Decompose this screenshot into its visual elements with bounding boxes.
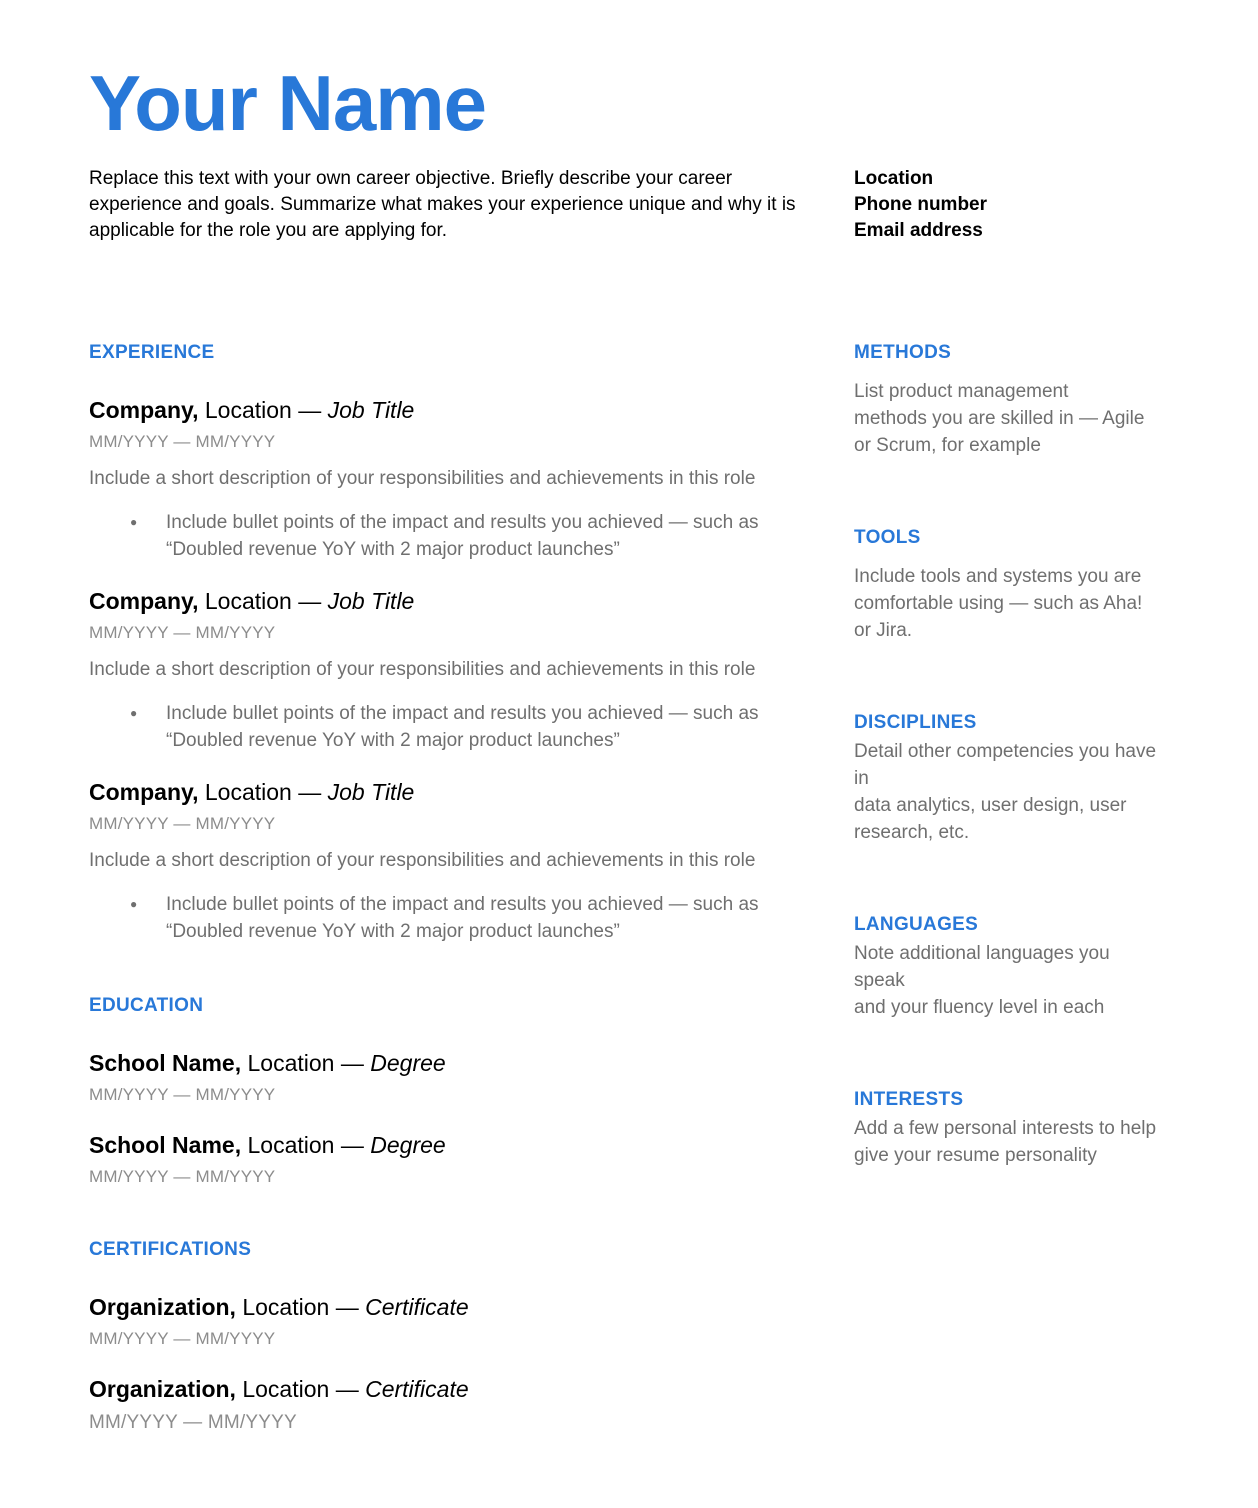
bullet-item: [89, 700, 770, 754]
sidebar-body-line: comfortable using — such as Aha!: [854, 593, 1143, 614]
entry-location: Location —: [241, 1132, 371, 1158]
experience-heading: EXPERIENCE: [89, 342, 215, 363]
sidebar-body-line: methods you are skilled in — Agile: [854, 408, 1145, 429]
certificate-name: Certificate: [365, 1294, 469, 1320]
sidebar-body-line: give your resume personality: [854, 1145, 1097, 1166]
school-name: School Name,: [89, 1132, 242, 1158]
sidebar-body-line: Note additional languages you speak: [854, 943, 1110, 991]
bullet-icon: ●: [130, 515, 138, 529]
organization-name: Organization,: [89, 1376, 236, 1402]
experience-entry: [89, 396, 770, 563]
sidebar-body-line: data analytics, user design, user: [854, 795, 1127, 816]
entry-title: [89, 778, 770, 806]
experience-entry: [89, 778, 770, 945]
methods-heading: METHODS: [854, 342, 952, 363]
methods-body: [854, 378, 1165, 459]
company-name: Company,: [89, 397, 199, 423]
name-heading: Your Name: [89, 59, 486, 147]
entry-title: [89, 1375, 770, 1403]
bullet-item: [89, 891, 770, 945]
entry-title: [89, 587, 770, 615]
degree: Degree: [370, 1132, 446, 1158]
sidebar-body-line: or Scrum, for example: [854, 435, 1041, 456]
education-heading: EDUCATION: [89, 995, 204, 1016]
company-name: Company,: [89, 779, 199, 805]
job-title: Job Title: [327, 779, 415, 805]
disciplines-body: [854, 738, 1165, 846]
entry-location: Location —: [198, 779, 328, 805]
entry-dates: MM/YYYY — MM/YYYY: [89, 1167, 276, 1186]
contact-info: [854, 166, 1165, 244]
sidebar-body-line: research, etc.: [854, 822, 970, 843]
entry-title: [89, 1131, 770, 1159]
objective-line: Replace this text with your own career objective. Briefly describe your career: [89, 168, 733, 189]
sidebar-body-line: List product management: [854, 381, 1069, 402]
bullet-text-line: “Doubled revenue YoY with 2 major product launches”: [166, 730, 620, 751]
interests-body: [854, 1115, 1165, 1169]
entry-location: Location —: [241, 1050, 371, 1076]
sidebar-section-interests: [854, 1089, 1165, 1169]
entry-dates: MM/YYYY — MM/YYYY: [89, 814, 276, 833]
job-title: Job Title: [327, 397, 415, 423]
education-entry: [89, 1131, 770, 1187]
certificate-name: Certificate: [365, 1376, 469, 1402]
sidebar-section-disciplines: [854, 712, 1165, 846]
entry-dates: MM/YYYY — MM/YYYY: [89, 623, 276, 642]
sidebar-body-line: or Jira.: [854, 620, 913, 641]
certifications-heading: CERTIFICATIONS: [89, 1239, 252, 1260]
entry-location: Location —: [235, 1294, 366, 1320]
bullet-text-line: “Doubled revenue YoY with 2 major product launches”: [166, 921, 620, 942]
entry-description: Include a short description of your responsibilities and achievements in this role: [89, 659, 756, 680]
job-title: Job Title: [327, 588, 415, 614]
main-row: [89, 342, 1165, 1434]
sidebar-column: [854, 342, 1165, 1169]
education-section: [89, 995, 770, 1187]
interests-heading: INTERESTS: [854, 1089, 964, 1110]
organization-name: Organization,: [89, 1294, 236, 1320]
degree: Degree: [370, 1050, 446, 1076]
certifications-section: [89, 1239, 770, 1434]
bullet-text-line: Include bullet points of the impact and results you achieved — such as: [166, 703, 759, 724]
bullet-icon: ●: [130, 897, 138, 911]
sidebar-body-line: and your fluency level in each: [854, 997, 1105, 1018]
bullet-text: [166, 509, 759, 563]
entry-title: [89, 1049, 770, 1077]
entry-location: Location —: [235, 1376, 366, 1402]
sidebar-section-methods: [854, 342, 1165, 459]
certification-entry: [89, 1293, 770, 1349]
certification-entry: [89, 1375, 770, 1434]
bullet-text-line: Include bullet points of the impact and results you achieved — such as: [166, 894, 759, 915]
company-name: Company,: [89, 588, 199, 614]
bullet-text: [166, 891, 759, 945]
entry-location: Location —: [198, 397, 328, 423]
main-column: [89, 342, 770, 1434]
bullet-text-line: Include bullet points of the impact and results you achieved — such as: [166, 512, 759, 533]
experience-section: [89, 342, 770, 945]
objective-line: experience and goals. Summarize what makes your experience unique and why it is: [89, 194, 796, 215]
bullet-icon: ●: [130, 706, 138, 720]
entry-description: Include a short description of your responsibilities and achievements in this role: [89, 468, 756, 489]
bullet-text: [166, 700, 759, 754]
bullet-text-line: “Doubled revenue YoY with 2 major product launches”: [166, 539, 620, 560]
entry-dates: MM/YYYY — MM/YYYY: [89, 1412, 297, 1433]
languages-heading: LANGUAGES: [854, 914, 979, 935]
entry-dates: MM/YYYY — MM/YYYY: [89, 1329, 276, 1348]
sidebar-body-line: Add a few personal interests to help: [854, 1118, 1157, 1139]
school-name: School Name,: [89, 1050, 242, 1076]
entry-title: [89, 1293, 770, 1321]
sidebar-section-tools: [854, 527, 1165, 644]
sidebar-body-line: Include tools and systems you are: [854, 566, 1142, 587]
career-objective: [89, 166, 803, 244]
tools-body: [854, 563, 1165, 644]
sidebar-body-line: Detail other competencies you have in: [854, 741, 1157, 789]
disciplines-heading: DISCIPLINES: [854, 712, 977, 733]
contact-phone: Phone number: [854, 194, 988, 215]
tools-heading: TOOLS: [854, 527, 921, 548]
languages-body: [854, 940, 1165, 1021]
objective-line: applicable for the role you are applying for.: [89, 220, 448, 241]
sidebar-section-languages: [854, 914, 1165, 1021]
bullet-item: [89, 509, 770, 563]
entry-location: Location —: [198, 588, 328, 614]
contact-email: Email address: [854, 220, 983, 241]
contact-location: Location: [854, 168, 934, 189]
entry-dates: MM/YYYY — MM/YYYY: [89, 1085, 276, 1104]
header-row: [89, 166, 1165, 244]
education-entry: [89, 1049, 770, 1105]
entry-description: Include a short description of your responsibilities and achievements in this role: [89, 850, 756, 871]
experience-entry: [89, 587, 770, 754]
entry-title: [89, 396, 770, 424]
entry-dates: MM/YYYY — MM/YYYY: [89, 432, 276, 451]
